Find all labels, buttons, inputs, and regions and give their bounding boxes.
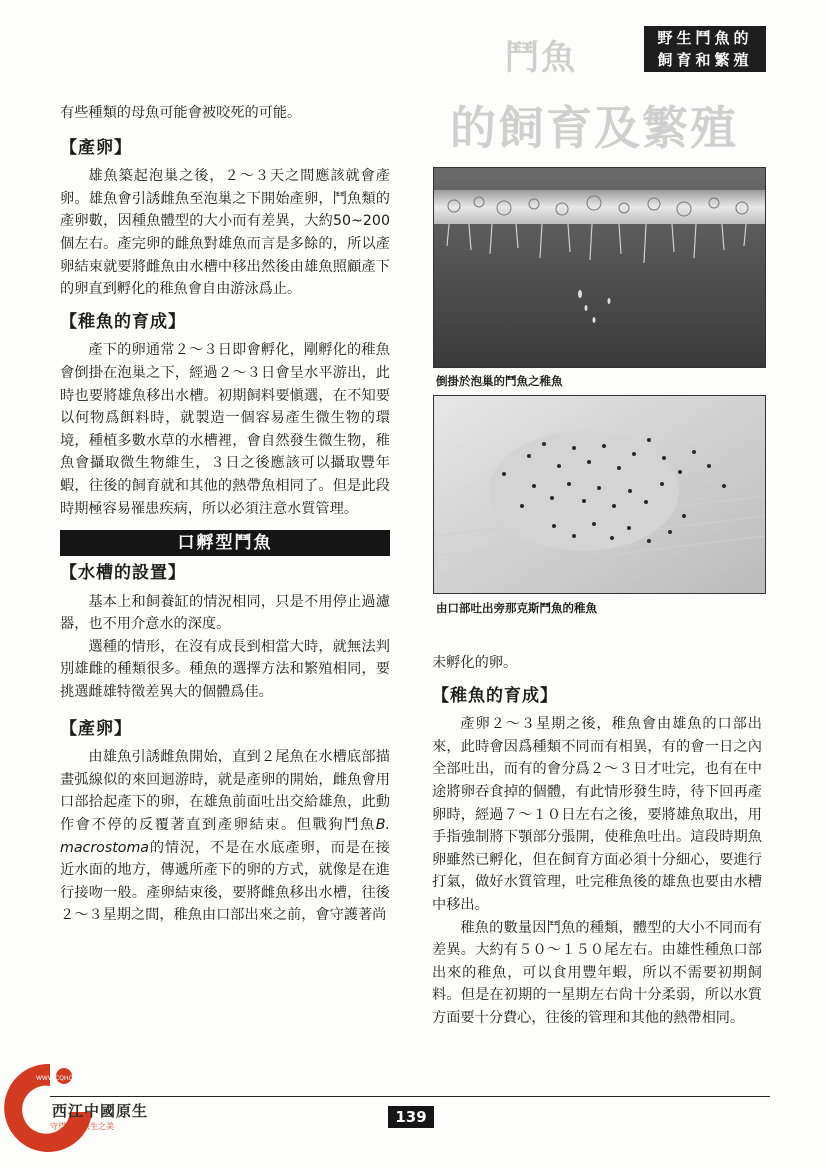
footer-rule — [50, 1096, 770, 1097]
spawning-text: 雄魚築起泡巢之後，２～３天之間應該就會產卵。雄魚會引誘雌魚至泡巢之下開始產卵，鬥魚類的產卵數，因種魚體型的大小而有差異，大約50~200個左右。產完卵的雌魚對雄魚而言是多餘的，所以產卵結束就要將雌魚由水槽中移出然後由雄魚照顧產下的卵直到孵化的稚魚會自由游泳爲止。 — [60, 168, 390, 298]
page-number: 139 — [388, 1106, 434, 1128]
logo-url: WWW.CQHOS.COM — [36, 1075, 93, 1082]
caption-photo1: 倒掛於泡巢的鬥魚之稚魚 — [436, 374, 563, 388]
section-heading-tank-setup: 【水槽的設置】 — [60, 563, 186, 584]
continued-text: 未孵化的卵。 — [432, 655, 518, 671]
section-heading-fry-rearing-2: 【稚魚的育成】 — [432, 685, 558, 706]
spawning-2-text-a: 由雄魚引誘雌魚開始，直到２尾魚在水槽底部描畫弧線似的來回迴游時，就是產卵的開始，雌魚會用口部拾起產下的卵，在雄魚前面吐出交給雄魚，此動作會不停的反覆著直到產卵結束。但戰狗鬥魚 — [60, 749, 390, 834]
photo-fry-bubble-nest — [433, 167, 766, 368]
right-column — [432, 652, 762, 1030]
species-name: B. macrostoma — [60, 817, 390, 856]
breeder-selection-text: 選種的情形，在沒有成長到相當大時，就無法判別雄雌的種類很多。種魚的選擇方法和繁殖相同，要挑選雌雄特徵差異大的個體爲佳。 — [60, 638, 390, 701]
logo-text: 西江中國原生 — [52, 1102, 149, 1120]
mouthbrooder-banner: 口孵型鬥魚 — [60, 530, 390, 556]
fry-rearing-2-text: 產卵２～３星期之後，稚魚會由雄魚的口部出來，此時會因爲種類不同而有相異，有的會一日之內全部吐出，而有的會分爲２～３日才吐完，也有在中途將卵吞食掉的個體，有此情形發生時，待下回再產卵時，經過７～１０日左右之後，要將雄魚取出，用手指強制將下顎部分張開，使稚魚吐出。這段時期魚卵雖然已孵化，但在飼育方面必須十分細心，要進行打氣，做好水質管理，吐完稚魚後的雄魚也要由水槽中移出。 — [432, 716, 762, 913]
fry-rearing-text: 產下的卵通常２～３日即會孵化，剛孵化的稚魚會倒掛在泡巢之下，經過２～３日會呈水平游出，此時也要將雄魚移出水槽。初期飼料要愼選，在不知要以何物爲餌料時，就製造一個容易產生微生物的環境，種植多數水草的水槽裡，會自然發生微生物，稚魚會攝取微生物維生，３日之後應該可以攝取豐年蝦，往後的飼育就和其他的熱帶魚相同了。但是此段時期極容易罹患疾病，所以必須注意水質管理。 — [60, 342, 390, 517]
intro-text: 有些種類的母魚可能會被咬死的可能。 — [60, 105, 302, 121]
logo-subtitle: 守望中國原生之美 — [50, 1122, 114, 1131]
spawning-2-text-b: 的情況，不是在水底產卵，而是在接近水面的地方，傳遞所產下的卵的方式，就像是在進行接吻一般。產卵結束後，要將雌魚移出水槽，往後２～３星期之間，稚魚由口部出來之前，會守護著尚 — [60, 839, 390, 924]
left-column — [60, 102, 390, 927]
section-heading-spawning: 【產卵】 — [60, 137, 132, 158]
chapter-header-line1: 野生鬥魚的 — [657, 29, 753, 47]
tank-setup-text: 基本上和飼養缸的情況相同，只是不用停止過濾器，也不用介意水的深度。 — [60, 593, 390, 633]
caption-photo2: 由口部吐出旁那克斯鬥魚的稚魚 — [436, 601, 597, 615]
photo-fry-mouth-release — [433, 395, 766, 594]
ghost-title-line1: 鬥魚 — [505, 38, 577, 78]
ghost-title-line2: 的飼育及繁殖 — [450, 101, 738, 155]
section-heading-spawning-2: 【產卵】 — [60, 718, 132, 739]
chapter-header — [644, 26, 766, 72]
fry-count-text: 稚魚的數量因鬥魚的種類，體型的大小不同而有差異。大約有５０～１５０尾左右。由雄性種魚口部出來的稚魚，可以食用豐年蝦，所以不需要初期飼料。但是在初期的一星期左右尙十分柔弱，所以水質方面要十分費心，往後的管理和其他的熱帶相同。 — [432, 919, 762, 1026]
section-heading-fry-rearing: 【稚魚的育成】 — [60, 311, 186, 332]
chapter-header-line2: 飼育和繁殖 — [657, 51, 753, 69]
spawning-2-text — [60, 746, 390, 927]
